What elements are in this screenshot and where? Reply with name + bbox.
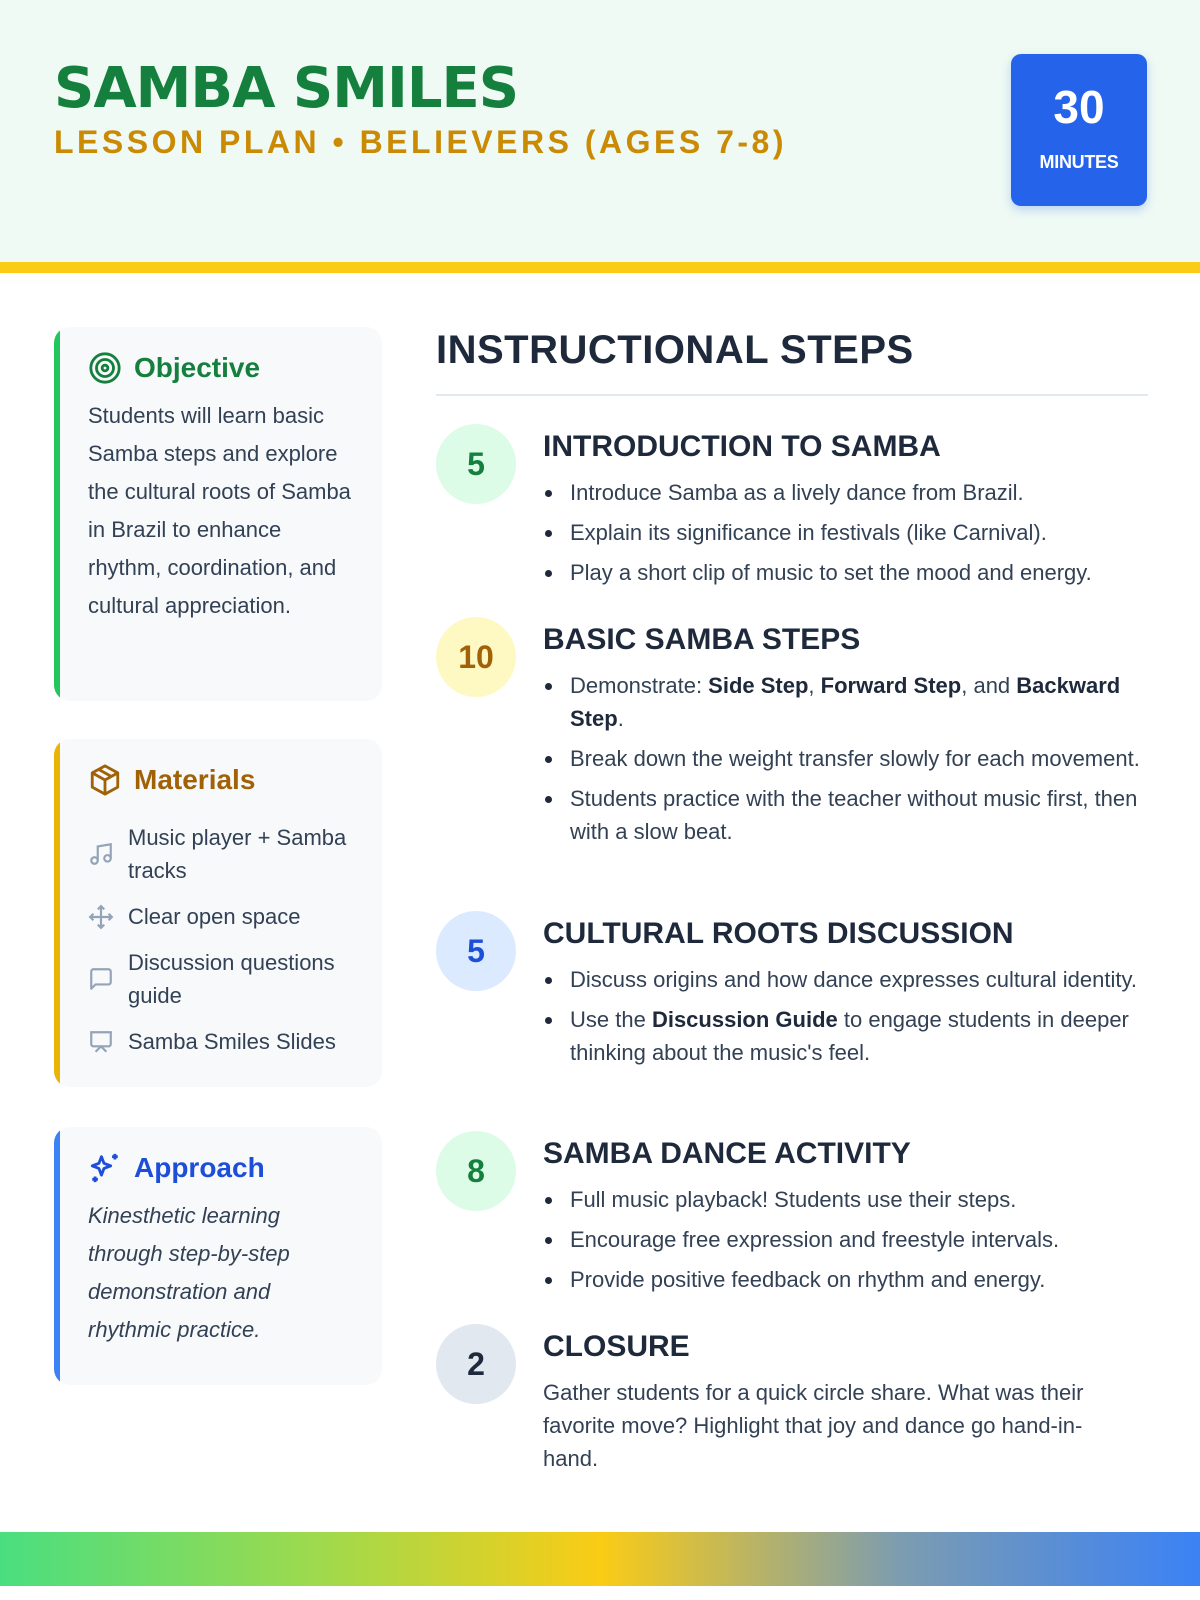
footer-gradient-band <box>0 1532 1200 1586</box>
step-title: INTRODUCTION TO SAMBA <box>543 430 941 463</box>
list-item: Students practice with the teacher without music first, then with a slow beat. <box>543 782 1148 848</box>
lesson-subtitle: LESSON PLAN • BELIEVERS (AGES 7-8) <box>54 124 787 160</box>
step-title: SAMBA DANCE ACTIVITY <box>543 1137 911 1170</box>
step-title: CLOSURE <box>543 1330 690 1363</box>
material-label: Clear open space <box>128 904 301 929</box>
step-minutes-badge: 5 <box>436 911 516 991</box>
steps-divider <box>436 394 1148 396</box>
list-item <box>88 946 368 1012</box>
card-accent-bar <box>54 1127 60 1385</box>
music-note-icon <box>88 841 114 867</box>
duration-value: 30 <box>1053 81 1105 133</box>
approach-title: Approach <box>134 1152 265 1183</box>
target-icon <box>88 351 122 385</box>
materials-list <box>88 821 368 1071</box>
list-item: Explain its significance in festivals (like Carnival). <box>543 516 1148 549</box>
closure-text: Gather students for a quick circle share. What was their favorite move? Highlight that joy and dance go hand-in-hand. <box>543 1380 1084 1471</box>
list-item: Provide positive feedback on rhythm and energy. <box>543 1263 1148 1296</box>
move-arrows-icon <box>88 904 114 930</box>
step-title: CULTURAL ROOTS DISCUSSION <box>543 917 1014 950</box>
material-label: Music player + Samba tracks <box>128 825 347 883</box>
presentation-icon <box>88 1029 114 1055</box>
objective-header <box>88 351 260 385</box>
step-minutes-badge: 5 <box>436 424 516 504</box>
approach-text: Kinesthetic learning through step-by-step demonstration and rhythmic practice. <box>88 1203 290 1342</box>
objective-text: Students will learn basic Samba steps and explore the cultural roots of Samba in Brazil to enhance rhythm, coordination, and cultural appreciation. <box>88 403 351 618</box>
duration-unit: MINUTES <box>1039 152 1119 172</box>
card-accent-bar <box>54 327 60 701</box>
lesson-title: SAMBA SMILES <box>54 56 519 121</box>
step-bullets <box>543 963 1148 1076</box>
material-label: Discussion questions guide <box>128 950 335 1008</box>
step-title: BASIC SAMBA STEPS <box>543 623 861 656</box>
step-minutes-badge: 10 <box>436 617 516 697</box>
list-item: Discuss origins and how dance expresses cultural identity. <box>543 963 1148 996</box>
materials-title: Materials <box>134 764 256 795</box>
list-item: Break down the weight transfer slowly for each movement. <box>543 742 1148 775</box>
sparkles-icon <box>88 1151 122 1185</box>
duration-badge <box>1011 54 1147 206</box>
list-item <box>88 1025 368 1058</box>
approach-card <box>54 1127 382 1385</box>
list-item: Use the Discussion Guide to engage students in deeper thinking about the music's feel. <box>543 1003 1148 1069</box>
objective-card <box>54 327 382 701</box>
header <box>0 0 1200 262</box>
objective-title: Objective <box>134 352 261 383</box>
list-item: Full music playback! Students use their steps. <box>543 1183 1148 1216</box>
chat-bubble-icon <box>88 966 114 992</box>
materials-header <box>88 763 255 797</box>
list-item: Encourage free expression and freestyle intervals. <box>543 1223 1148 1256</box>
list-item: Introduce Samba as a lively dance from Brazil. <box>543 476 1148 509</box>
list-item: Play a short clip of music to set the mood and energy. <box>543 556 1148 589</box>
step-minutes-badge: 2 <box>436 1324 516 1404</box>
card-accent-bar <box>54 739 60 1087</box>
approach-header <box>88 1151 265 1185</box>
header-divider <box>0 262 1200 273</box>
material-label: Samba Smiles Slides <box>128 1029 336 1054</box>
list-item: Demonstrate: Side Step, Forward Step, and Backward Step. <box>543 669 1148 735</box>
step-bullets <box>543 669 1148 855</box>
list-item <box>88 900 368 933</box>
step-bullets <box>543 1183 1148 1303</box>
step-bullets <box>543 476 1148 596</box>
materials-card <box>54 739 382 1087</box>
steps-section-title: INSTRUCTIONAL STEPS <box>436 328 914 372</box>
package-icon <box>88 763 122 797</box>
step-minutes-badge: 8 <box>436 1131 516 1211</box>
list-item <box>88 821 368 887</box>
